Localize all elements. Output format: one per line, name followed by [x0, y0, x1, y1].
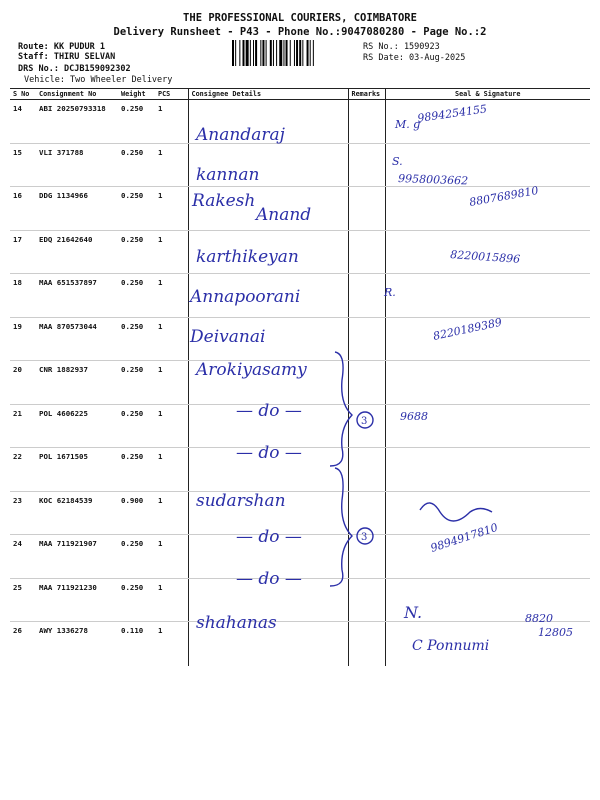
table-row [10, 317, 590, 361]
signature-phone: 9894917810 [428, 520, 500, 555]
consignee-cell [188, 100, 348, 144]
weight-cell: 0.250 [118, 100, 155, 144]
weight-cell: 0.250 [118, 535, 155, 579]
pcs-cell: 1 [155, 404, 188, 448]
pcs-cell: 1 [155, 274, 188, 318]
handwritten-name: Arokiyasamy [196, 360, 307, 380]
consignee-cell [188, 491, 348, 535]
consignee-cell [188, 317, 348, 361]
group-mark: 3 [361, 532, 368, 543]
rs-no-label: RS No.: 1590923 [363, 42, 440, 52]
weight-cell: 0.250 [118, 274, 155, 318]
header-pcs: PCS [155, 89, 188, 100]
sno-cell: 14 [10, 100, 36, 144]
pcs-cell: 1 [155, 317, 188, 361]
consignment-cell: EDQ 21642640 [36, 230, 118, 274]
remarks-cell [348, 491, 385, 535]
weight-cell: 0.250 [118, 404, 155, 448]
table-row [10, 100, 590, 144]
handwritten-name: karthikeyan [196, 247, 299, 267]
barcode-bar [250, 40, 251, 66]
pcs-cell: 1 [155, 491, 188, 535]
remarks-cell [348, 187, 385, 231]
weight-cell: 0.250 [118, 317, 155, 361]
weight-cell: 0.250 [118, 230, 155, 274]
remarks-cell [348, 274, 385, 318]
consignee-cell [188, 404, 348, 448]
consignee-cell [188, 230, 348, 274]
signature: N. [404, 603, 423, 622]
signature-phone: 8220015896 [449, 248, 521, 266]
signature-cell [385, 361, 590, 405]
signature-cell [385, 230, 590, 274]
barcode-bar [253, 40, 254, 66]
handwritten-name: — do — [236, 527, 302, 547]
consignment-cell: ABI 20250793318 [36, 100, 118, 144]
route-label: Route: KK PUDUR 1 [18, 42, 105, 52]
sno-cell: 19 [10, 317, 36, 361]
weight-cell: 0.250 [118, 448, 155, 492]
barcode-bar [283, 40, 284, 66]
rs-date-label: RS Date: 03-Aug-2025 [363, 53, 466, 63]
barcode-bar [313, 40, 314, 66]
consignment-cell: CNR 1882937 [36, 361, 118, 405]
barcode-bar [260, 40, 261, 66]
header-sno: S No [10, 89, 36, 100]
signature-cell [385, 578, 590, 622]
barcode-bar [307, 40, 309, 66]
sno-cell: 20 [10, 361, 36, 405]
handwritten-name: Annapoorani [190, 287, 301, 307]
signature-cell [385, 404, 590, 448]
signature-cell [385, 317, 590, 361]
pcs-cell: 1 [155, 361, 188, 405]
barcode-bar [294, 40, 295, 66]
signature: C Ponnumi [412, 638, 490, 654]
header-remarks: Remarks [348, 89, 385, 100]
signature-cell [385, 448, 590, 492]
signature-cell [385, 535, 590, 579]
remarks-cell [348, 230, 385, 274]
weight-cell: 0.250 [118, 143, 155, 187]
barcode [232, 40, 356, 66]
weight-cell: 0.250 [118, 578, 155, 622]
remarks-cell [348, 143, 385, 187]
handwritten-name: — do — [236, 569, 302, 589]
consignee-cell [188, 448, 348, 492]
table-row [10, 404, 590, 448]
staff-label: Staff: THIRU SELVAN [18, 52, 116, 62]
consignee-cell [188, 535, 348, 579]
pcs-cell: 1 [155, 100, 188, 144]
table-row [10, 143, 590, 187]
consignment-cell: MAA 651537897 [36, 274, 118, 318]
remarks-cell [348, 622, 385, 667]
table-header-row [10, 89, 590, 100]
barcode-bar [266, 40, 267, 66]
consignee-cell [188, 187, 348, 231]
signature-phone: 9688 [400, 410, 428, 423]
header-signature: Seal & Signature [385, 89, 590, 100]
barcode-bar [296, 40, 298, 66]
header-weight: Weight [118, 89, 155, 100]
sno-cell: 16 [10, 187, 36, 231]
weight-cell: 0.110 [121, 626, 144, 635]
drs-label: DRS No.: DCJB159092302 [18, 64, 131, 74]
signature-cell [385, 622, 590, 667]
barcode-bar [235, 40, 236, 66]
signature-cell [385, 274, 590, 318]
table-row [10, 274, 590, 318]
remarks-cell [348, 535, 385, 579]
barcode-bar [286, 40, 288, 66]
barcode-bar [262, 40, 264, 66]
handwritten-name: kannan [196, 165, 260, 185]
remarks-cell [348, 404, 385, 448]
table-row [10, 448, 590, 492]
consignee-cell [188, 143, 348, 187]
company-title: THE PROFESSIONAL COURIERS, COIMBATORE [183, 12, 417, 24]
consignment-cell: MAA 711921230 [36, 578, 118, 622]
barcode-bar [290, 40, 291, 66]
barcode-bar [232, 40, 234, 66]
remarks-cell [348, 100, 385, 144]
barcode-bar [246, 40, 249, 66]
consignee-cell [188, 361, 348, 405]
signature-phone: 9894254155 [416, 102, 488, 125]
remarks-cell [348, 448, 385, 492]
sno-cell: 15 [10, 143, 36, 187]
signature-cell [385, 491, 590, 535]
signature-phone: 8807689810 [468, 183, 540, 209]
table-row [10, 491, 590, 535]
handwritten-name: sudarshan [196, 491, 286, 511]
table-row [10, 622, 590, 667]
remarks-cell [348, 578, 385, 622]
sno-cell: 21 [10, 404, 36, 448]
signature-phone: 8220189389 [431, 315, 504, 343]
pcs-cell: 1 [155, 187, 188, 231]
consignment-cell: DDG 1134966 [36, 187, 118, 231]
handwritten-name: — do — [236, 401, 302, 421]
table-row [10, 361, 590, 405]
barcode-bar [279, 40, 282, 66]
pcs-cell: 1 [155, 448, 188, 492]
handwritten-name: — do — [236, 443, 302, 463]
barcode-bar [302, 40, 303, 66]
signature: S. [392, 155, 403, 168]
signature: R. [384, 286, 396, 299]
sno-cell: 17 [10, 230, 36, 274]
barcode-bar [276, 40, 277, 66]
barcode-bar [273, 40, 274, 66]
consignment-cell: POL 4606225 [36, 404, 118, 448]
barcode-bar [270, 40, 272, 66]
weight-cell: 0.250 [118, 361, 155, 405]
table-row [10, 578, 590, 622]
barcode-bar [243, 40, 245, 66]
signature-phone: 9958003662 [397, 172, 469, 188]
remarks-cell [348, 317, 385, 361]
handwritten-name: Rakesh [192, 191, 256, 211]
header-consignment: Consignment No [36, 89, 118, 100]
sno-cell: 26 [13, 626, 22, 635]
handwritten-name: Anandaraj [196, 125, 285, 145]
signature-cell [385, 187, 590, 231]
weight-cell: 0.250 [118, 187, 155, 231]
consignment-cell: MAA 870573044 [36, 317, 118, 361]
sno-cell: 25 [10, 578, 36, 622]
handwritten-name: Anand [256, 205, 312, 225]
vehicle-label: Vehicle: Two Wheeler Delivery [24, 75, 173, 85]
sno-cell: 24 [10, 535, 36, 579]
sno-cell: 23 [10, 491, 36, 535]
sno-cell: 18 [10, 274, 36, 318]
group-mark: 3 [361, 416, 368, 427]
pcs-cell: 1 [155, 535, 188, 579]
barcode-bar [299, 40, 301, 66]
consignment-cell: VLI 371788 [36, 143, 118, 187]
remarks-cell [348, 361, 385, 405]
handwritten-name: shahanas [196, 613, 277, 633]
sno-cell: 22 [10, 448, 36, 492]
table-row [10, 187, 590, 231]
signature-cell [385, 100, 590, 144]
pcs-cell: 1 [155, 143, 188, 187]
barcode-bar [310, 40, 311, 66]
consignee-cell [188, 274, 348, 318]
signature-phone: 8820 [525, 612, 553, 625]
consignment-cell: AWY 1336278 [39, 626, 88, 635]
signature-cell [385, 143, 590, 187]
signature: M. ɡ [395, 118, 421, 131]
barcode-bar [239, 40, 240, 66]
table-row [10, 230, 590, 274]
table-row [10, 535, 590, 579]
pcs-cell: 1 [155, 578, 188, 622]
pcs-cell: 1 [155, 230, 188, 274]
signature-phone: 12805 [538, 626, 573, 639]
consignee-cell [188, 622, 348, 667]
consignment-cell: POL 1671505 [36, 448, 118, 492]
pcs-cell: 1 [158, 626, 163, 635]
handwritten-name: Deivanai [190, 327, 266, 347]
consignment-cell: MAA 711921907 [36, 535, 118, 579]
runsheet-table [10, 88, 590, 666]
barcode-bar [255, 40, 257, 66]
header-consignee: Consignee Details [188, 89, 348, 100]
runsheet-subtitle: Delivery Runsheet - P43 - Phone No.:9047080280 - Page No.:2 [113, 26, 487, 38]
consignment-cell: KOC 62184539 [36, 491, 118, 535]
weight-cell: 0.900 [118, 491, 155, 535]
consignee-cell [188, 578, 348, 622]
